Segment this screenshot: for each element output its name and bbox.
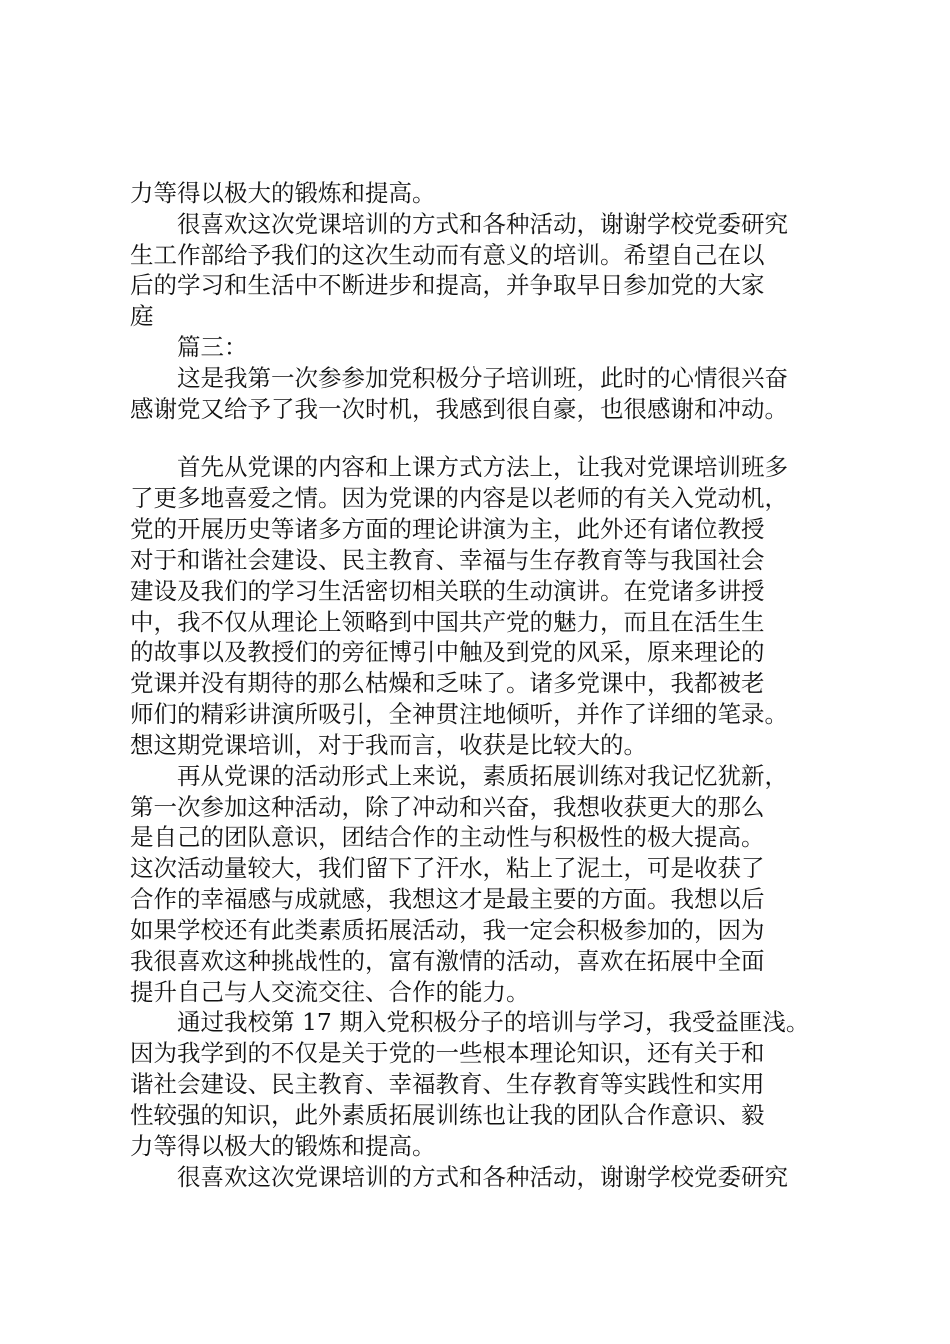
text-line: 第一次参加这种活动，除了冲动和兴奋，我想收获更大的那么	[130, 793, 765, 821]
text-line: 生工作部给予我们的这次生动而有意义的培训。希望自己在以	[130, 241, 765, 269]
text-line: 力等得以极大的锻炼和提高。	[130, 1132, 436, 1160]
text-line: 性较强的知识，此外素质拓展训练也让我的团队合作意识、毅	[130, 1101, 765, 1129]
text-line: 党的开展历史等诸多方面的理论讲演为主，此外还有诸位教授	[130, 515, 765, 543]
text-line: 我很喜欢这种挑战性的，富有激情的活动，喜欢在拓展中全面	[130, 947, 765, 975]
text-line: 如果学校还有此类素质拓展活动，我一定会积极参加的，因为	[130, 916, 765, 944]
text-line: 是自己的团队意识，团结合作的主动性与积极性的极大提高。	[130, 823, 765, 851]
text-line: 首先从党课的内容和上课方式方法上，让我对党课培训班多	[130, 453, 788, 481]
text-line: 建设及我们的学习生活密切相关联的生动演讲。在党诸多讲授	[130, 577, 765, 605]
text-line: 对于和谐社会建设、民主教育、幸福与生存教育等与我国社会	[130, 546, 765, 574]
text-line: 师们的精彩讲演所吸引，全神贯注地倾听，并作了详细的笔录。	[130, 700, 788, 728]
text-line: 很喜欢这次党课培训的方式和各种活动，谢谢学校党委研究	[130, 1163, 788, 1191]
text-line: 通过我校第 17 期入党积极分子的培训与学习，我受益匪浅。	[130, 1008, 810, 1036]
text-line: 因为我学到的不仅是关于党的一些根本理论知识，还有关于和	[130, 1039, 765, 1067]
section-heading: 篇三：	[130, 333, 248, 361]
text-line: 很喜欢这次党课培训的方式和各种活动，谢谢学校党委研究	[130, 210, 788, 238]
text-line: 想这期党课培训，对于我而言，收获是比较大的。	[130, 731, 647, 759]
text-line: 感谢党又给予了我一次时机，我感到很自豪，也很感谢和冲动。	[130, 395, 788, 423]
text-line: 谐社会建设、民主教育、幸福教育、生存教育等实践性和实用	[130, 1070, 765, 1098]
text-line: 合作的幸福感与成就感，我想这才是最主要的方面。我想以后	[130, 885, 765, 913]
text-line: 这次活动量较大，我们留下了汗水，粘上了泥土，可是收获了	[130, 854, 765, 882]
text-line: 提升自己与人交流交往、合作的能力。	[130, 978, 530, 1006]
text-line: 党课并没有期待的那么枯燥和乏味了。诸多党课中，我都被老	[130, 669, 765, 697]
text-line: 这是我第一次参参加党积极分子培训班，此时的心情很兴奋	[130, 364, 788, 392]
text-line: 的故事以及教授们的旁征博引中触及到党的风采，原来理论的	[130, 638, 765, 666]
text-line: 再从党课的活动形式上来说，素质拓展训练对我记忆犹新，	[130, 762, 788, 790]
text-line: 了更多地喜爱之情。因为党课的内容是以老师的有关入党动机，	[130, 484, 788, 512]
text-line: 中，我不仅从理论上领略到中国共产党的魅力，而且在活生生	[130, 608, 765, 636]
text-line: 庭	[130, 302, 154, 330]
text-line: 力等得以极大的锻炼和提高。	[130, 179, 436, 207]
text-line: 后的学习和生活中不断进步和提高，并争取早日参加党的大家	[130, 271, 765, 299]
